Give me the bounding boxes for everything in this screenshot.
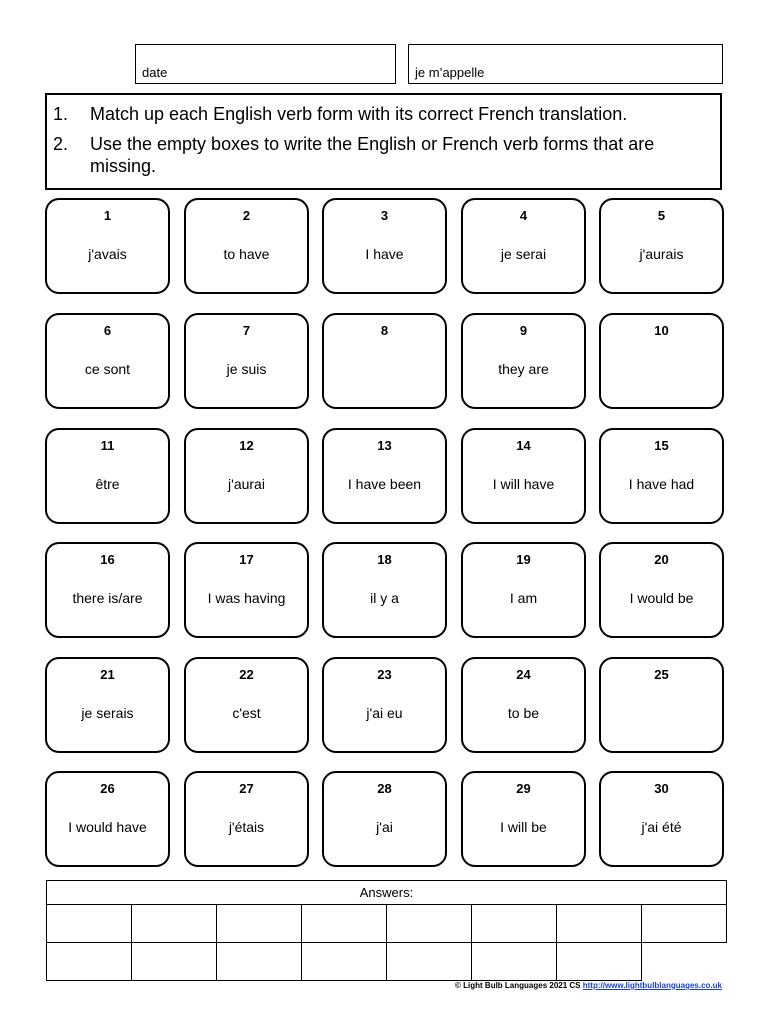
card-number: 21 bbox=[100, 667, 115, 682]
card-verb: I would have bbox=[68, 819, 147, 835]
card-number: 22 bbox=[239, 667, 254, 682]
instruction-1 bbox=[53, 103, 710, 125]
verb-card[interactable] bbox=[45, 657, 170, 753]
card-number: 30 bbox=[654, 781, 669, 796]
card-verb: je serai bbox=[500, 246, 547, 262]
card-verb: il y a bbox=[370, 590, 399, 606]
card-verb: j'étais bbox=[228, 819, 265, 835]
card-number: 8 bbox=[380, 323, 389, 338]
verb-card[interactable] bbox=[599, 428, 724, 524]
answer-cell[interactable] bbox=[557, 905, 642, 943]
answer-cell[interactable] bbox=[132, 905, 217, 943]
verb-card[interactable] bbox=[322, 198, 447, 294]
answer-cell[interactable] bbox=[302, 943, 387, 981]
card-number: 27 bbox=[239, 781, 254, 796]
verb-card[interactable] bbox=[599, 771, 724, 867]
answer-cell[interactable] bbox=[472, 943, 557, 981]
verb-card[interactable] bbox=[184, 198, 309, 294]
card-number: 2 bbox=[242, 208, 251, 223]
answer-cell[interactable] bbox=[557, 943, 642, 981]
verb-card[interactable] bbox=[461, 657, 586, 753]
verb-card[interactable] bbox=[322, 313, 447, 409]
instruction-number: 2. bbox=[53, 134, 69, 154]
instructions-box bbox=[45, 93, 722, 190]
card-number: 26 bbox=[100, 781, 115, 796]
card-number: 9 bbox=[519, 323, 528, 338]
card-number: 12 bbox=[239, 438, 254, 453]
answer-cell[interactable] bbox=[47, 943, 132, 981]
verb-card[interactable] bbox=[461, 198, 586, 294]
answers-table bbox=[46, 880, 727, 981]
card-number: 5 bbox=[657, 208, 666, 223]
verb-card[interactable] bbox=[45, 542, 170, 638]
answer-cell[interactable] bbox=[217, 905, 302, 943]
card-number: 11 bbox=[100, 438, 115, 453]
card-number: 10 bbox=[654, 323, 669, 338]
verb-card[interactable] bbox=[184, 657, 309, 753]
date-label: date bbox=[142, 65, 168, 80]
card-number: 17 bbox=[239, 552, 254, 567]
answer-cell[interactable] bbox=[642, 905, 727, 943]
website-link[interactable]: http://www.lightbulblanguages.co.uk bbox=[582, 981, 722, 990]
card-number: 23 bbox=[377, 667, 392, 682]
answer-cell[interactable] bbox=[387, 943, 472, 981]
card-verb: I have had bbox=[628, 476, 695, 492]
verb-card[interactable] bbox=[461, 428, 586, 524]
verb-card[interactable] bbox=[184, 771, 309, 867]
card-verb: I am bbox=[509, 590, 538, 606]
verb-card[interactable] bbox=[45, 771, 170, 867]
card-number: 28 bbox=[377, 781, 392, 796]
answer-table-blank bbox=[642, 943, 727, 981]
card-number: 14 bbox=[516, 438, 531, 453]
card-verb: to be bbox=[507, 705, 540, 721]
card-number: 16 bbox=[100, 552, 115, 567]
card-verb: I have bbox=[365, 246, 404, 262]
verb-card[interactable] bbox=[599, 313, 724, 409]
answer-cell[interactable] bbox=[302, 905, 387, 943]
verb-card[interactable] bbox=[461, 771, 586, 867]
card-number: 1 bbox=[103, 208, 112, 223]
verb-card[interactable] bbox=[599, 198, 724, 294]
card-number: 20 bbox=[654, 552, 669, 567]
name-field[interactable] bbox=[408, 44, 723, 84]
card-verb: I was having bbox=[207, 590, 286, 606]
card-verb: j'ai été bbox=[641, 819, 682, 835]
card-verb: I will be bbox=[500, 819, 547, 835]
card-number: 7 bbox=[242, 323, 251, 338]
answer-cell[interactable] bbox=[472, 905, 557, 943]
card-verb: to have bbox=[223, 246, 270, 262]
footer-credit bbox=[455, 981, 722, 990]
card-number: 29 bbox=[516, 781, 531, 796]
verb-card[interactable] bbox=[599, 657, 724, 753]
card-verb: j'avais bbox=[88, 246, 127, 262]
verb-card[interactable] bbox=[184, 428, 309, 524]
card-number: 19 bbox=[516, 552, 531, 567]
verb-card[interactable] bbox=[461, 542, 586, 638]
instruction-text: Use the empty boxes to write the English or French verb forms that are missing. bbox=[90, 134, 655, 176]
card-verb: j'aurai bbox=[228, 476, 265, 492]
answer-cell[interactable] bbox=[47, 905, 132, 943]
verb-card[interactable] bbox=[45, 313, 170, 409]
answer-cell[interactable] bbox=[132, 943, 217, 981]
instruction-text: Match up each English verb form with its correct French translation. bbox=[90, 104, 628, 124]
name-label: je m’appelle bbox=[415, 65, 485, 80]
verb-card[interactable] bbox=[184, 313, 309, 409]
card-verb: they are bbox=[498, 361, 549, 377]
verb-card[interactable] bbox=[322, 542, 447, 638]
verb-card[interactable] bbox=[322, 657, 447, 753]
verb-card[interactable] bbox=[45, 198, 170, 294]
card-verb: I will have bbox=[492, 476, 555, 492]
verb-card[interactable] bbox=[184, 542, 309, 638]
card-verb: j'aurais bbox=[639, 246, 684, 262]
card-verb: j'ai bbox=[376, 819, 393, 835]
date-field[interactable] bbox=[135, 44, 396, 84]
answer-cell[interactable] bbox=[217, 943, 302, 981]
verb-card[interactable] bbox=[599, 542, 724, 638]
answers-title: Answers: bbox=[47, 881, 727, 905]
card-number: 3 bbox=[380, 208, 389, 223]
verb-card[interactable] bbox=[45, 428, 170, 524]
card-verb: être bbox=[95, 476, 120, 492]
card-verb: ce sont bbox=[84, 361, 131, 377]
card-verb: there is/are bbox=[72, 590, 143, 606]
card-verb: je suis bbox=[226, 361, 267, 377]
card-number: 25 bbox=[654, 667, 669, 682]
card-number: 13 bbox=[377, 438, 392, 453]
instruction-2 bbox=[53, 133, 710, 177]
verb-card[interactable] bbox=[461, 313, 586, 409]
copyright-text: © Light Bulb Languages 2021 CS bbox=[455, 981, 581, 990]
card-verb: I would be bbox=[629, 590, 694, 606]
card-number: 4 bbox=[519, 208, 528, 223]
card-verb: c'est bbox=[232, 705, 261, 721]
card-verb: je serais bbox=[81, 705, 134, 721]
card-verb: j'ai eu bbox=[366, 705, 403, 721]
card-number: 6 bbox=[103, 323, 112, 338]
verb-card[interactable] bbox=[322, 771, 447, 867]
card-verb: I have been bbox=[347, 476, 422, 492]
instruction-number: 1. bbox=[53, 104, 69, 124]
card-number: 15 bbox=[654, 438, 669, 453]
verb-card[interactable] bbox=[322, 428, 447, 524]
card-number: 24 bbox=[516, 667, 531, 682]
answer-cell[interactable] bbox=[387, 905, 472, 943]
card-number: 18 bbox=[377, 552, 392, 567]
